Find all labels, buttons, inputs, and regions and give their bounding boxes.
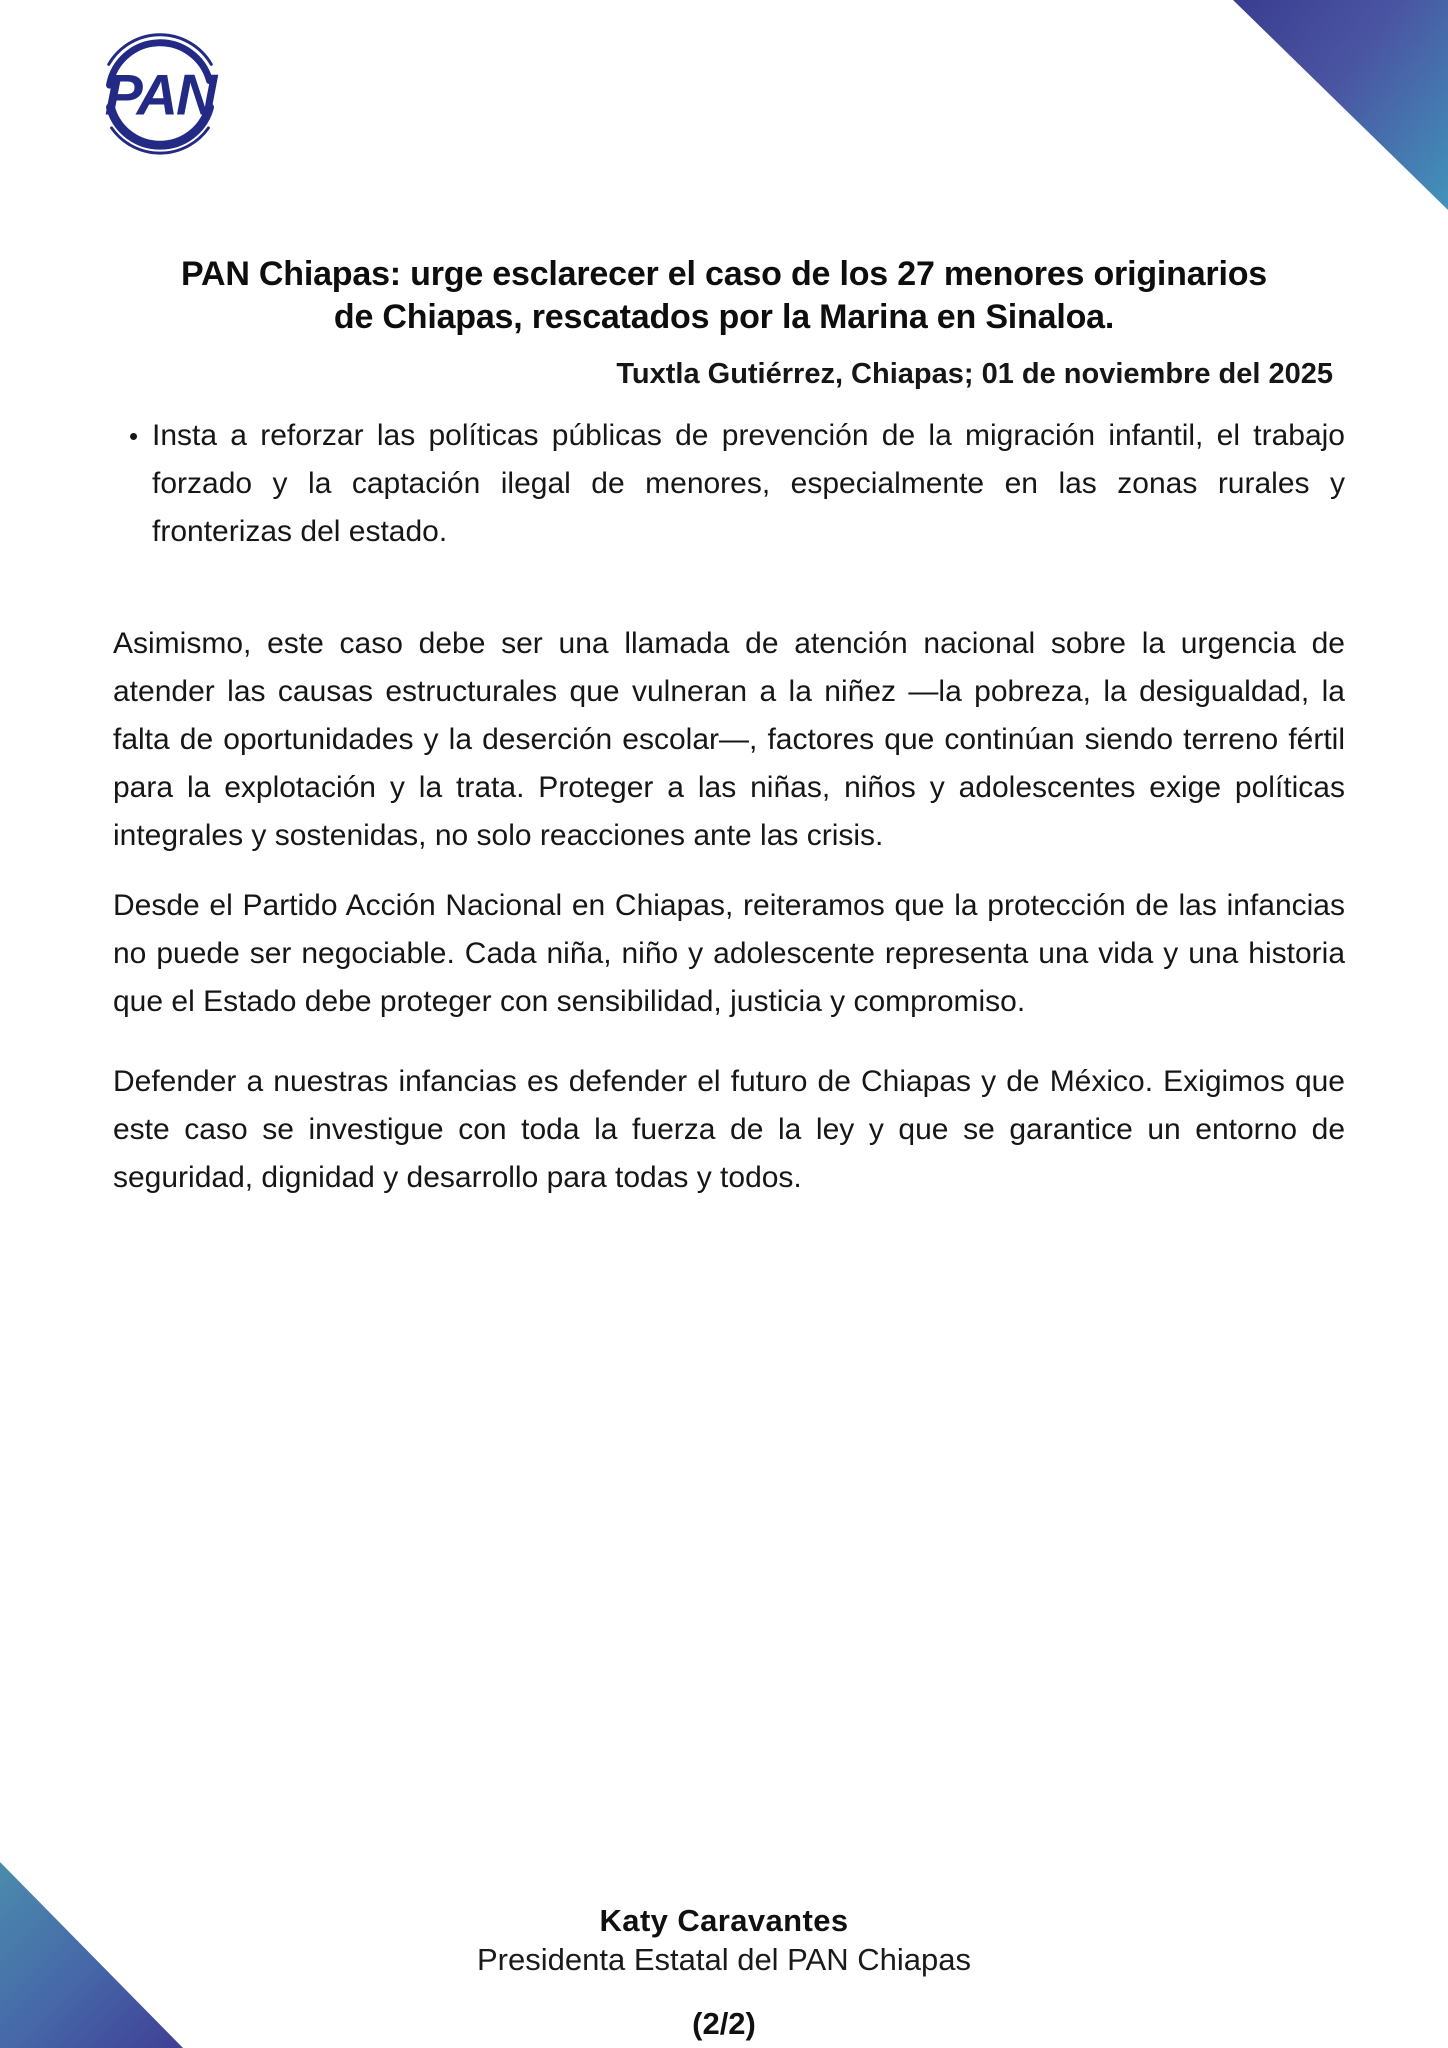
corner-accent-top-right (1233, 0, 1448, 210)
document-title-line-2: de Chiapas, rescatados por la Marina en Sinaloa. (333, 297, 1115, 336)
signature-role: Presidenta Estatal del PAN Chiapas (477, 1942, 971, 1977)
document-title-line-1: PAN Chiapas: urge esclarecer el caso de los 27 menores originarios (181, 254, 1267, 293)
dateline: Tuxtla Gutiérrez, Chiapas; 01 de noviembre del 2025 (616, 358, 1333, 390)
signature-name: Katy Caravantes (599, 1903, 849, 1938)
bullet-icon: • (129, 421, 139, 451)
body-paragraph: Defender a nuestras infancias es defender el futuro de Chiapas y de México. Exigimos que este caso se investigue con toda la fuerza de la ley y que se garantice un entorno de seguridad, dignidad y desarrollo para todas y todos. (113, 1065, 1345, 1194)
pan-logo-icon (86, 20, 234, 168)
document-title (95, 253, 1353, 339)
bullet-item (113, 412, 1345, 556)
pan-logo-text: PAN (104, 63, 216, 128)
bullet-text: Insta a reforzar las políticas públicas de prevención de la migración infantil, el trabajo forzado y la captación ilegal de menores, especialmente en las zonas rurales y fronterizas del estado. (152, 419, 1345, 548)
bullet-list (113, 412, 1345, 556)
body-paragraph: Desde el Partido Acción Nacional en Chiapas, reiteramos que la protección de las infancias no puede ser negociable. Cada niña, niño y adolescente representa una vida y una historia que el Estado debe proteger con sensibilidad, justicia y compromiso. (113, 889, 1345, 1018)
pan-logo (86, 20, 234, 168)
page-number: (2/2) (692, 2006, 756, 2041)
body-paragraph: Asimismo, este caso debe ser una llamada de atención nacional sobre la urgencia de atender las causas estructurales que vulneran a la niñez —la pobreza, la desigualdad, la falta de oportunidades y la deserción escolar—, factores que continúan siendo terreno fértil para la explotación y la trata. Proteger a las niñas, niños y adolescentes exige políticas integrales y sostenidas, no solo reacciones ante las crisis. (113, 627, 1345, 852)
